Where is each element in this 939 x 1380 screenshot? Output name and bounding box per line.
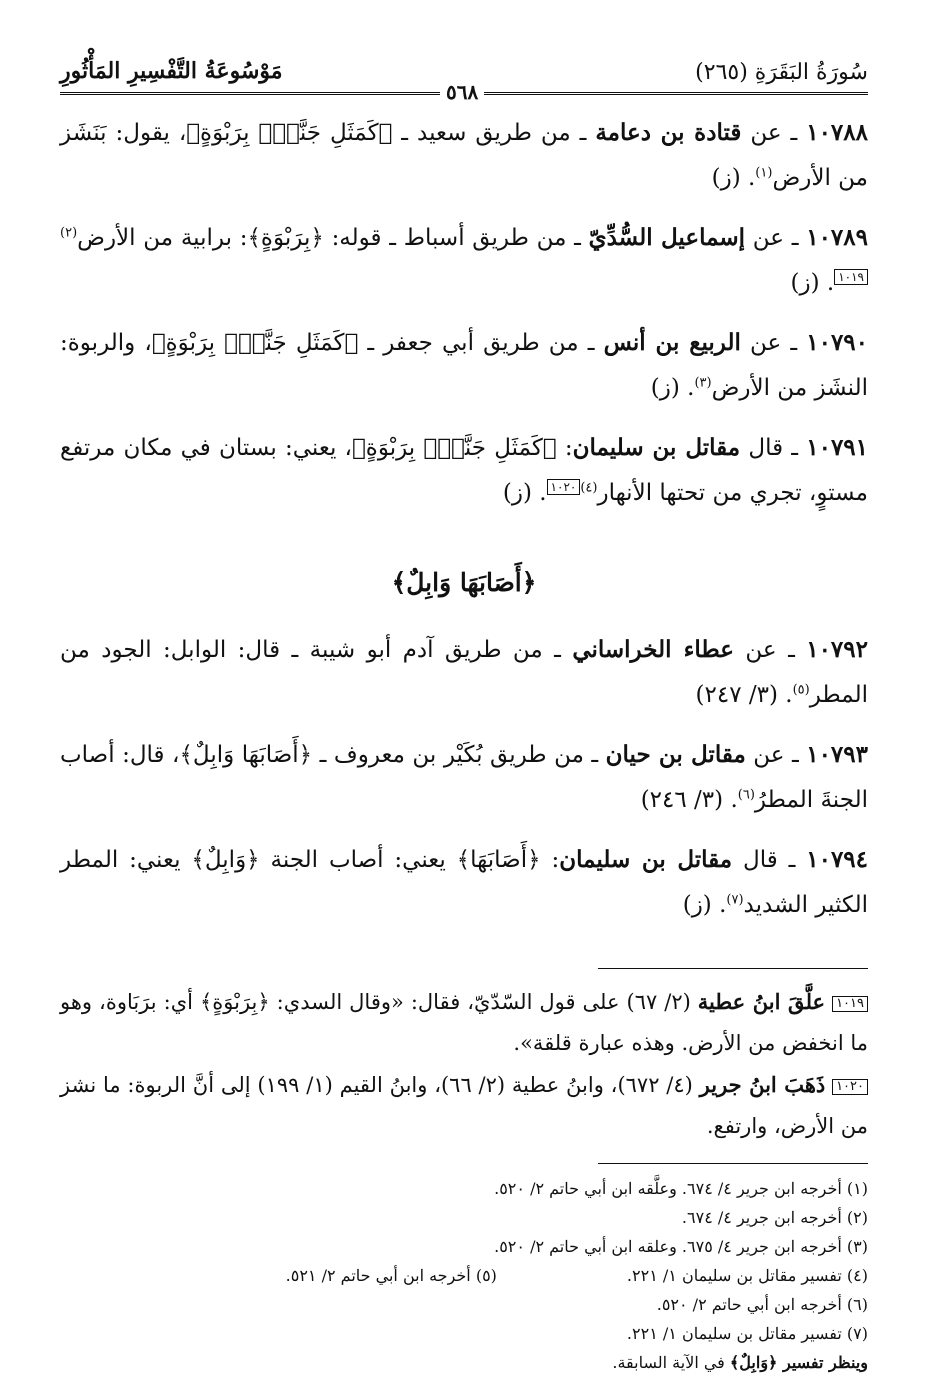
comment-scholar: ذَهَبَ ابنُ جرير <box>699 1072 826 1097</box>
entry-number: ١٠٧٩٣ <box>806 741 868 768</box>
comment-scholar: علَّقَ ابنُ عطية <box>697 989 826 1014</box>
comment-number-box: ١٠٢٠ <box>832 1079 868 1095</box>
footnote: (٦) أخرجه ابن أبي حاتم ٢/ ٥٢٠. <box>656 1295 868 1314</box>
quran-quote: ﴿وَابِلٌ﴾ <box>191 847 260 873</box>
entry-number: ١٠٧٩٠ <box>806 329 869 356</box>
commentary-note <box>60 1064 868 1147</box>
narrator-name: مقاتل بن حيان <box>605 741 746 768</box>
book-title: مَوْسُوعَةُ التَّفْسِيرِ المَأْثُورِ <box>60 58 283 84</box>
comment-text: (٢/ ٦٧) على قول السّدّيّ، فقال: «وقال السدي: ﴿بِرَبْوَةٍ﴾ أي: برَبَاوة، وهو ما انخفض من الأرض. وهذه عبارة قلقة». <box>60 990 868 1055</box>
quran-quote: ﴿أَصَابَهَا وَابِلٌ﴾ <box>179 742 313 768</box>
footnote-ref[interactable]: (٦) <box>737 787 755 803</box>
footnote: (٣) أخرجه ابن جرير ٤/ ٦٧٥. وعلقه ابن أبي حاتم ٢/ ٥٢٠. <box>494 1237 868 1256</box>
entry-number: ١٠٧٩٢ <box>806 636 868 663</box>
narrator-name: الربيع بن أنس <box>603 329 741 356</box>
comment-ref-box[interactable]: ١٠١٩ <box>834 269 868 285</box>
commentary-note <box>60 981 868 1064</box>
narrator-name: عطاء الخراساني <box>572 636 735 663</box>
quran-quote: ﴿بِرَبْوَةٍ﴾ <box>247 225 324 251</box>
footnote-ref[interactable]: (٥) <box>792 682 810 698</box>
narrator-name: مقاتل بن سليمان <box>559 846 733 873</box>
footnote: (٤) تفسير مقاتل بن سليمان ١/ ٢٢١. <box>626 1266 868 1285</box>
footnote-note: وينظر تفسير ﴿وَابِلٌ﴾ في الآية السابقة. <box>612 1353 868 1372</box>
entry-number: ١٠٧٩٤ <box>806 846 869 873</box>
footnote: (٥) أخرجه ابن أبي حاتم ٢/ ٥٢١. <box>285 1266 497 1285</box>
narration-entry: ١٠٧٩٣ ـ عن مقاتل بن حيان ـ من طريق بُكَيْر بن معروف ـ ﴿أَصَابَهَا وَابِلٌ﴾، قال: أصاب الجنةَ المطرُ$^{(٦)}$. (٣/ ٢٤٦) <box>60 741 868 813</box>
footnote-ref[interactable]: (٢) <box>60 225 78 241</box>
quran-quote: ﴿أَصَابَهَا﴾ <box>456 847 541 873</box>
entry-number: ١٠٧٨٨ <box>806 119 868 146</box>
footnote-ref[interactable]: (١) <box>755 165 773 181</box>
narration-entry: ١٠٧٨٩ ـ عن إسماعيل السُّدِّيّ ـ من طريق أسباط ـ قوله: ﴿بِرَبْوَةٍ﴾: برابية من الأرض$^{(٢)}$١٠١٩. (ز) <box>60 224 868 296</box>
entry-number: ١٠٧٩١ <box>806 434 869 461</box>
narration-entry: ١٠٧٨٨ ـ عن قتادة بن دعامة ـ من طريق سعيد ـ ﴿كَمَثَلِ جَنَّةٍۭ بِرَبْوَةٍ﴾، يقول: بَنَشَز من الأرض$^{(١)}$. (ز) <box>60 119 868 191</box>
footnote-ref[interactable]: (٣) <box>694 375 712 391</box>
footnote-ref[interactable]: (٤) <box>580 480 598 496</box>
page-header <box>60 50 868 104</box>
page-number: ٥٦٨ <box>440 80 484 104</box>
entry-number: ١٠٧٨٩ <box>806 224 868 251</box>
footnote: (١) أخرجه ابن جرير ٤/ ٦٧٤. وعلَّقه ابن أبي حاتم ٢/ ٥٢٠. <box>494 1179 868 1198</box>
page <box>60 50 868 1377</box>
footnote: (٧) تفسير مقاتل بن سليمان ١/ ٢٢١. <box>626 1324 868 1343</box>
comment-ref-box[interactable]: ١٠٢٠ <box>547 479 581 495</box>
comments-divider <box>598 968 868 969</box>
narration-entry: ١٠٧٩١ ـ قال مقاتل بن سليمان: ﴿كَمَثَلِ جَنَّةٍۭ بِرَبْوَةٍ﴾، يعني: بستان في مكان مرتفع مستوٍ، تجري من تحتها الأنهار$^{(٤)}$١٠٢٠. (ز) <box>60 434 869 506</box>
quran-quote: ﴿كَمَثَلِ جَنَّةٍۭ بِرَبْوَةٍ﴾ <box>351 435 557 461</box>
quran-quote: ﴿كَمَثَلِ جَنَّةٍۭ بِرَبْوَةٍ﴾ <box>186 120 393 146</box>
narrator-name: قتادة بن دعامة <box>595 119 742 146</box>
narration-entry: ١٠٧٩٢ ـ عن عطاء الخراساني ـ من طريق آدم أبو شيبة ـ قال: الوابل: الجود من المطر$^{(٥)}$. (٣/ ٢٤٧) <box>60 636 868 708</box>
comment-text: (٤/ ٦٧٢)، وابنُ عطية (٢/ ٦٦)، وابنُ القيم (١/ ١٩٩) إلى أنَّ الربوة: ما نشز من الأرض، وارتفع. <box>60 1073 868 1138</box>
ayah-heading: ﴿أَصَابَهَا وَابِلٌ﴾ <box>391 568 537 597</box>
footnotes <box>60 1174 868 1377</box>
surah-title: سُورَةُ البَقَرَةِ (٢٦٥) <box>695 60 868 85</box>
footnote: (٢) أخرجه ابن جرير ٤/ ٦٧٤. <box>681 1208 868 1227</box>
narrator-name: مقاتل بن سليمان <box>572 434 741 461</box>
quran-quote: ﴿كَمَثَلِ جَنَّةٍۭ بِرَبْوَةٍ﴾ <box>151 330 359 356</box>
comment-number-box: ١٠١٩ <box>832 996 868 1012</box>
narration-entry: ١٠٧٩٠ ـ عن الربيع بن أنس ـ من طريق أبي جعفر ـ ﴿كَمَثَلِ جَنَّةٍۭ بِرَبْوَةٍ﴾، والربوة: النشَز من الأرض$^{(٣)}$. (ز) <box>60 329 869 401</box>
footnote-row <box>60 1261 868 1290</box>
quran-quote: ﴿وَابِلٌ﴾ <box>729 1353 778 1372</box>
footnotes-divider <box>598 1163 868 1164</box>
narration-entry: ١٠٧٩٤ ـ قال مقاتل بن سليمان: ﴿أَصَابَهَا﴾ يعني: أصاب الجنة ﴿وَابِلٌ﴾ يعني: المطر الكثير الشديد$^{(٧)}$. (ز) <box>60 846 869 918</box>
narrator-name: إسماعيل السُّدِّيّ <box>588 224 746 251</box>
footnote-ref[interactable]: (٧) <box>726 892 744 908</box>
